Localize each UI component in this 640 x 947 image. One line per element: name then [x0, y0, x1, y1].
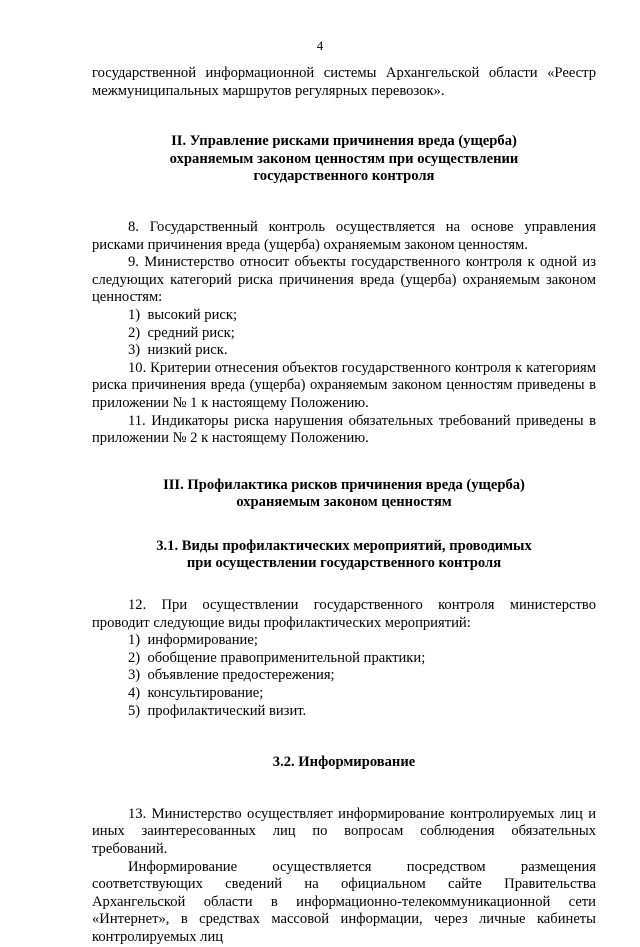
paragraph-10: 10. Критерии отнесения объектов государственного контроля к категориям риска причинения вреда (ущерба) охраняемым законом ценностям приведены в приложении № 1 к настоящему Положению.	[92, 359, 596, 411]
intro-paragraph: государственной информационной системы Архангельской области «Реестр межмуниципальных маршрутов регулярных перевозок».	[92, 65, 596, 99]
section-3-heading-line-1: III. Профилактика рисков причинения вреда (ущерба)	[163, 476, 525, 493]
section-2-heading-line-2: охраняемым законом ценностям при осуществлении	[169, 150, 519, 167]
subsection-3-1-heading-line-2: при осуществлении государственного контроля	[186, 555, 502, 572]
measure-item-4: 4) консультирование;	[128, 685, 264, 702]
section-3-heading	[92, 477, 596, 512]
measure-item-2: 2) обобщение правоприменительной практики;	[128, 649, 426, 666]
risk-item-high: 1) высокий риск;	[128, 306, 238, 323]
subsection-3-1-heading-line-1: 3.1. Виды профилактических мероприятий, проводимых	[156, 537, 532, 554]
measure-item-1: 1) информирование;	[128, 632, 258, 649]
subsection-3-2-heading: 3.2. Информирование	[272, 754, 416, 771]
section-2-heading-line-3: государственного контроля	[253, 168, 435, 185]
document-body	[92, 65, 596, 947]
paragraph-9: 9. Министерство относит объекты государственного контроля к одной из следующих категорий риска причинения вреда (ущерба) охраняемым законом ценностям:	[92, 254, 596, 306]
risk-item-medium: 2) средний риск;	[128, 324, 235, 341]
paragraph-13: 13. Министерство осуществляет информирование контролируемых лиц и иных заинтересованных лиц по вопросам соблюдения обязательных требований.	[92, 805, 596, 857]
measure-item-5: 5) профилактический визит.	[128, 702, 307, 719]
subsection-3-1-heading	[92, 538, 596, 573]
paragraph-8: 8. Государственный контроль осуществляется на основе управления рисками причинения вреда (ущерба) охраняемым законом ценностям.	[92, 218, 596, 253]
paragraph-13-continuation: Информирование осуществляется посредством размещения соответствующих сведений на официальном сайте Правительства Архангельской области в информационно-телекоммуникационной сети «Интернет», в средствах массовой информации, через личные кабинеты контролируемых лиц	[92, 858, 596, 945]
section-2-heading	[92, 133, 596, 186]
section-3-heading-line-2: охраняемым законом ценностям	[236, 494, 452, 511]
section-2-heading-line-1: II. Управление рисками причинения вреда (ущерба)	[171, 133, 517, 150]
risk-item-low: 3) низкий риск.	[128, 342, 228, 359]
paragraph-11: 11. Индикаторы риска нарушения обязательных требований приведены в приложении № 2 к настоящему Положению.	[92, 412, 596, 447]
paragraph-12: 12. При осуществлении государственного контроля министерство проводит следующие виды профилактических мероприятий:	[92, 597, 596, 631]
measure-item-3: 3) объявление предостережения;	[128, 667, 335, 684]
page-number: 4	[316, 38, 324, 53]
